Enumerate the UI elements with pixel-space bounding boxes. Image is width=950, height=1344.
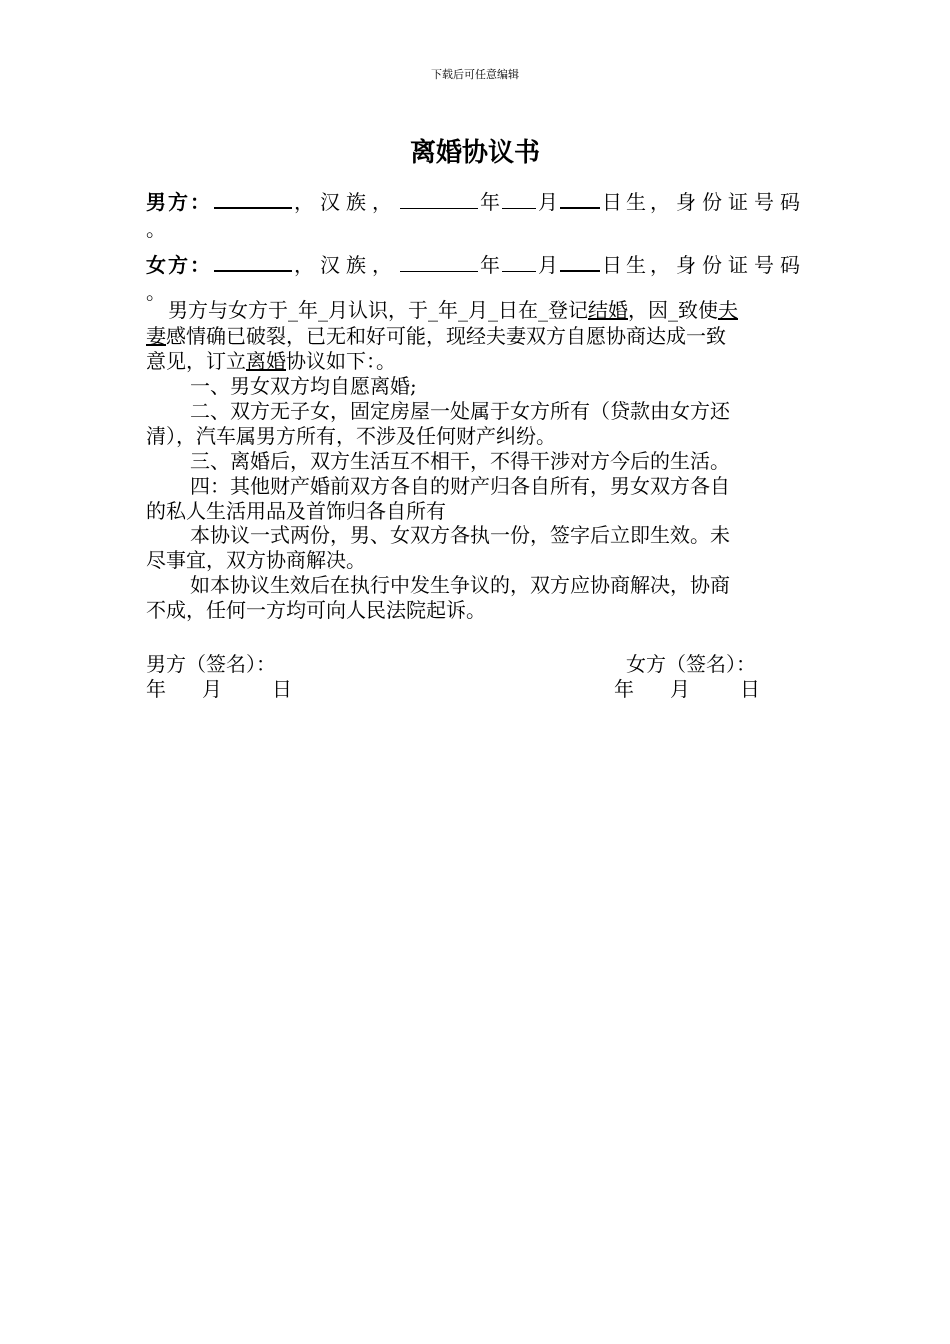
female-name-blank bbox=[214, 269, 292, 272]
header-note: 下载后可任意编辑 bbox=[431, 68, 519, 81]
intro-text-1a: 男方与女方于_年_月认识，于_年_月_日在_登记 bbox=[168, 298, 588, 322]
female-info-line bbox=[146, 249, 806, 278]
male-label: 男方： bbox=[146, 190, 212, 214]
male-date-month: 月 bbox=[202, 677, 222, 701]
intro-line-1 bbox=[168, 298, 806, 322]
female-id-label: 身份证号码 bbox=[676, 253, 806, 277]
female-day-label: 日生， bbox=[602, 253, 674, 277]
male-year-blank bbox=[400, 207, 478, 209]
male-month-label: 月 bbox=[538, 190, 558, 214]
intro-text-2b: 感情确已破裂，已无和好可能，现经夫妻双方自愿协商达成一致 bbox=[166, 324, 726, 348]
female-period: 。 bbox=[146, 280, 166, 304]
male-signature-date bbox=[146, 673, 292, 702]
clause-6-line-1: 如本协议生效后在执行中发生争议的，双方应协商解决，协商 bbox=[190, 573, 730, 597]
male-period: 。 bbox=[146, 217, 166, 241]
male-signature-label: 男方（签名）： bbox=[146, 652, 276, 676]
intro-underline-marriage: 结婚 bbox=[588, 298, 628, 322]
female-ethnicity: ，汉族， bbox=[294, 253, 398, 277]
male-date-day: 日 bbox=[272, 677, 292, 701]
female-label: 女方： bbox=[146, 253, 212, 277]
clause-1: 一、男女双方均自愿离婚; bbox=[190, 374, 417, 398]
female-month-blank bbox=[502, 270, 536, 272]
female-signature-date bbox=[614, 673, 760, 702]
male-month-blank bbox=[502, 207, 536, 209]
female-year-label: 年 bbox=[480, 253, 500, 277]
female-date-day: 日 bbox=[740, 677, 760, 701]
female-year-blank bbox=[400, 270, 478, 272]
male-id-label: 身份证号码 bbox=[676, 190, 806, 214]
document-title: 离婚协议书 bbox=[409, 138, 540, 168]
intro-line-3 bbox=[146, 349, 396, 373]
female-signature-label: 女方（签名）： bbox=[626, 652, 756, 676]
clause-2-line-2: 清），汽车属男方所有，不涉及任何财产纠纷。 bbox=[146, 424, 556, 448]
intro-text-3a: 意见，订立 bbox=[146, 349, 246, 373]
clause-5-line-1: 本协议一式两份，男、女双方各执一份，签字后立即生效。未 bbox=[190, 523, 730, 547]
female-date-month: 月 bbox=[670, 677, 690, 701]
intro-underline-wife: 妻 bbox=[146, 324, 166, 348]
clause-3: 三、离婚后，双方生活互不相干，不得干涉对方今后的生活。 bbox=[190, 449, 730, 473]
clause-5-line-2: 尽事宜，双方协商解决。 bbox=[146, 548, 366, 572]
female-month-label: 月 bbox=[538, 253, 558, 277]
male-year-label: 年 bbox=[480, 190, 500, 214]
intro-underline-husband: 夫 bbox=[718, 298, 738, 322]
intro-text-3b: 协议如下：。 bbox=[286, 349, 396, 373]
male-name-blank bbox=[214, 206, 292, 209]
male-day-blank bbox=[560, 206, 600, 209]
clause-4-line-1: 四：其他财产婚前双方各自的财产归各自所有，男女双方各自 bbox=[190, 474, 730, 498]
male-ethnicity: ，汉族， bbox=[294, 190, 398, 214]
female-day-blank bbox=[560, 269, 600, 272]
intro-text-1b: ，因_致使 bbox=[628, 298, 718, 322]
clause-6-line-2: 不成，任何一方均可向人民法院起诉。 bbox=[146, 598, 486, 622]
intro-underline-divorce: 离婚 bbox=[246, 349, 286, 373]
intro-line-2 bbox=[146, 324, 726, 348]
clause-2-line-1: 二、双方无子女，固定房屋一处属于女方所有（贷款由女方还 bbox=[190, 399, 730, 423]
male-date-year: 年 bbox=[146, 677, 166, 701]
male-day-label: 日生， bbox=[602, 190, 674, 214]
clause-4-line-2: 的私人生活用品及首饰归各自所有 bbox=[146, 499, 446, 523]
male-info-line bbox=[146, 186, 806, 215]
female-date-year: 年 bbox=[614, 677, 634, 701]
